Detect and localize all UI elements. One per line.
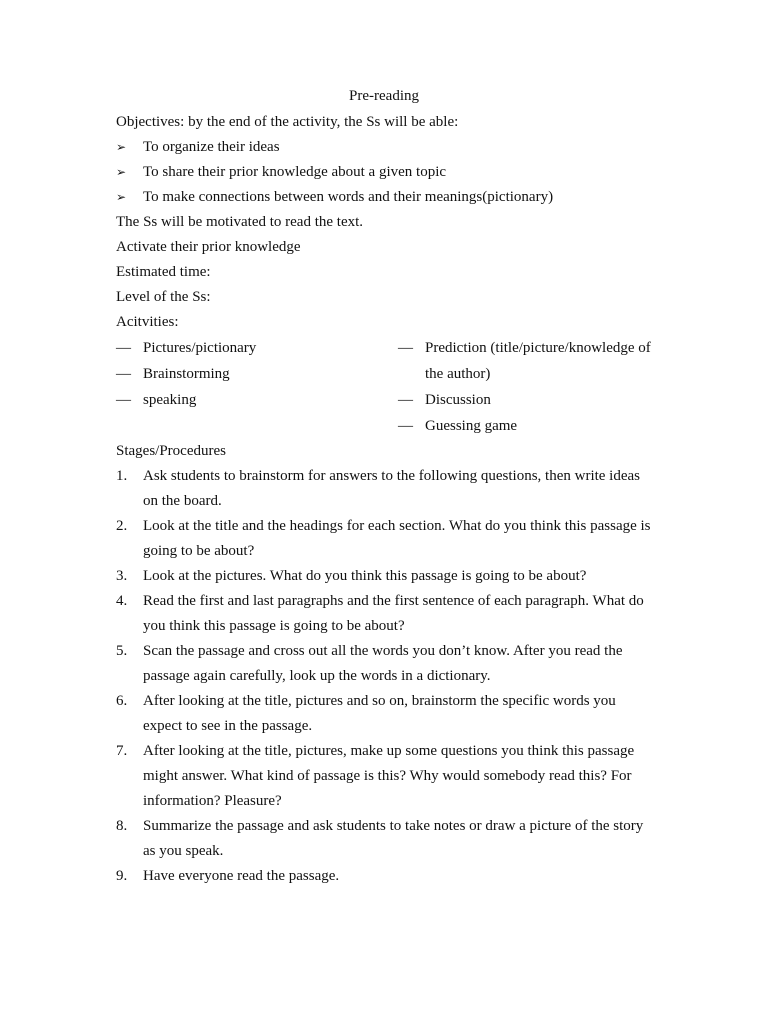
- activity-item: [116, 387, 398, 413]
- step-number: 3.: [116, 568, 128, 584]
- activity-item: [116, 335, 398, 361]
- procedure-step: [116, 739, 656, 814]
- procedure-step: [116, 514, 656, 564]
- activity-text: Guessing game: [425, 418, 518, 434]
- page-title: Pre-reading: [349, 88, 419, 104]
- dash-bullet-icon: —: [116, 340, 131, 356]
- step-number: 1.: [116, 468, 128, 484]
- step-text: Look at the title and the headings for each section. What do you think this passage is going to be about?: [143, 518, 651, 559]
- objective-item: [116, 135, 656, 160]
- activity-text: Pictures/pictionary: [143, 340, 257, 356]
- step-text: After looking at the title, pictures and so on, brainstorm the specific words you expect to see in the passage.: [143, 693, 616, 734]
- objective-text: To share their prior knowledge about a given topic: [143, 164, 447, 180]
- step-text: After looking at the title, pictures, make up some questions you think this passage might answer. What kind of passage is this? Why would somebody read this? For information? Pleasure?: [143, 743, 635, 809]
- activity-text: Brainstorming: [143, 366, 230, 382]
- procedure-step: [116, 814, 656, 864]
- dash-bullet-icon: —: [116, 392, 131, 408]
- procedure-step: [116, 589, 656, 639]
- procedure-list: [116, 464, 656, 889]
- level-label: Level of the Ss:: [116, 289, 211, 305]
- arrow-bullet-icon: ➢: [116, 165, 127, 179]
- dash-bullet-icon: —: [398, 340, 413, 356]
- procedure-step: [116, 689, 656, 739]
- step-number: 5.: [116, 643, 128, 659]
- activity-text: speaking: [143, 392, 197, 408]
- dash-bullet-icon: —: [398, 418, 413, 434]
- objective-item: [116, 160, 656, 185]
- stages-label: Stages/Procedures: [116, 443, 226, 459]
- procedure-step: [116, 564, 656, 589]
- step-text: Read the first and last paragraphs and the first sentence of each paragraph. What do you think this passage is going to be about?: [143, 593, 644, 634]
- motivation-text: The Ss will be motivated to read the text.: [116, 214, 364, 230]
- step-number: 6.: [116, 693, 128, 709]
- document-body: [116, 110, 656, 889]
- activity-item: [398, 387, 656, 413]
- step-text: Scan the passage and cross out all the words you don’t know. After you read the passage again carefully, look up the words in a dictionary.: [143, 643, 623, 684]
- step-text: Ask students to brainstorm for answers to the following questions, then write ideas on the board.: [143, 468, 641, 509]
- objectives-intro: Objectives: by the end of the activity, the Ss will be able:: [116, 114, 459, 130]
- activity-text: Prediction (title/picture/knowledge of the author): [425, 340, 651, 382]
- procedure-step: [116, 464, 656, 514]
- activity-text: Discussion: [425, 392, 491, 408]
- procedure-step: [116, 639, 656, 689]
- estimated-time-label: Estimated time:: [116, 264, 211, 280]
- step-text: Look at the pictures. What do you think this passage is going to be about?: [143, 568, 587, 584]
- activity-item: [116, 361, 398, 387]
- objective-text: To make connections between words and their meanings(pictionary): [143, 189, 554, 205]
- objectives-list: [116, 135, 656, 210]
- arrow-bullet-icon: ➢: [116, 190, 127, 204]
- step-number: 4.: [116, 593, 128, 609]
- step-number: 2.: [116, 518, 128, 534]
- activity-item: [398, 335, 656, 387]
- procedure-step: [116, 864, 656, 889]
- step-text: Summarize the passage and ask students to take notes or draw a picture of the story as you speak.: [143, 818, 644, 859]
- objective-item: [116, 185, 656, 210]
- activities-label: Acitvities:: [116, 314, 179, 330]
- activate-text: Activate their prior knowledge: [116, 239, 301, 255]
- step-number: 8.: [116, 818, 128, 834]
- step-text: Have everyone read the passage.: [143, 868, 340, 884]
- step-number: 9.: [116, 868, 128, 884]
- objective-text: To organize their ideas: [143, 139, 280, 155]
- step-number: 7.: [116, 743, 128, 759]
- dash-bullet-icon: —: [398, 392, 413, 408]
- dash-bullet-icon: —: [116, 366, 131, 382]
- activity-item: [398, 413, 656, 439]
- activities-right-column: [398, 335, 656, 439]
- activities-left-column: [116, 335, 398, 439]
- activities-columns: [116, 335, 656, 439]
- arrow-bullet-icon: ➢: [116, 140, 127, 154]
